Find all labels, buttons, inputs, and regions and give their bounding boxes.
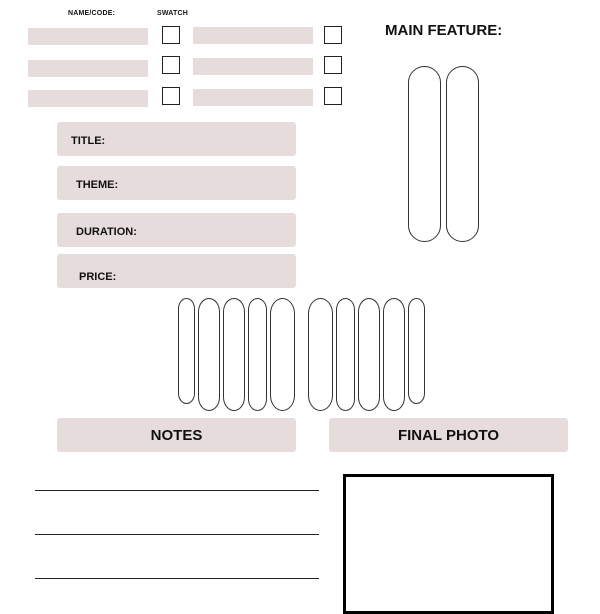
stick-swatch-1 [178,298,195,404]
duration-label: DURATION: [76,226,137,238]
final-photo-header: FINAL PHOTO [329,418,568,452]
name-code-input-4[interactable] [193,27,313,44]
swatch-checkbox-5[interactable] [324,56,342,74]
name-code-input-1[interactable] [28,28,148,45]
name-code-input-3[interactable] [28,90,148,107]
stick-swatch-6 [308,298,333,411]
stick-swatch-4 [248,298,267,411]
main-feature-stick-1 [408,66,441,242]
notes-line-1 [35,490,319,491]
stick-swatch-10 [408,298,425,404]
duration-field[interactable] [57,213,296,247]
swatch-checkbox-2[interactable] [162,56,180,74]
title-label: TITLE: [71,135,106,147]
stick-swatch-7 [336,298,355,411]
notes-line-2 [35,534,319,535]
swatch-checkbox-6[interactable] [324,87,342,105]
name-code-input-5[interactable] [193,58,313,75]
theme-label: THEME: [76,179,119,191]
stick-swatch-9 [383,298,405,411]
name-code-input-2[interactable] [28,60,148,77]
swatch-checkbox-1[interactable] [162,26,180,44]
notes-header: NOTES [57,418,296,452]
price-field[interactable] [57,254,296,288]
main-feature-stick-2 [446,66,479,242]
swatch-header: SWATCH [157,10,189,17]
name-code-input-6[interactable] [193,89,313,106]
main-feature-label: MAIN FEATURE: [385,22,503,39]
final-photo-frame[interactable] [343,474,554,614]
stick-swatch-2 [198,298,220,411]
price-label: PRICE: [79,271,117,283]
title-field[interactable] [57,122,296,156]
stick-swatch-5 [270,298,295,411]
stick-swatch-3 [223,298,245,411]
swatch-checkbox-3[interactable] [162,87,180,105]
theme-field[interactable] [57,166,296,200]
name-code-header: NAME/CODE: [68,10,116,17]
stick-swatch-8 [358,298,380,411]
notes-line-3 [35,578,319,579]
swatch-checkbox-4[interactable] [324,26,342,44]
